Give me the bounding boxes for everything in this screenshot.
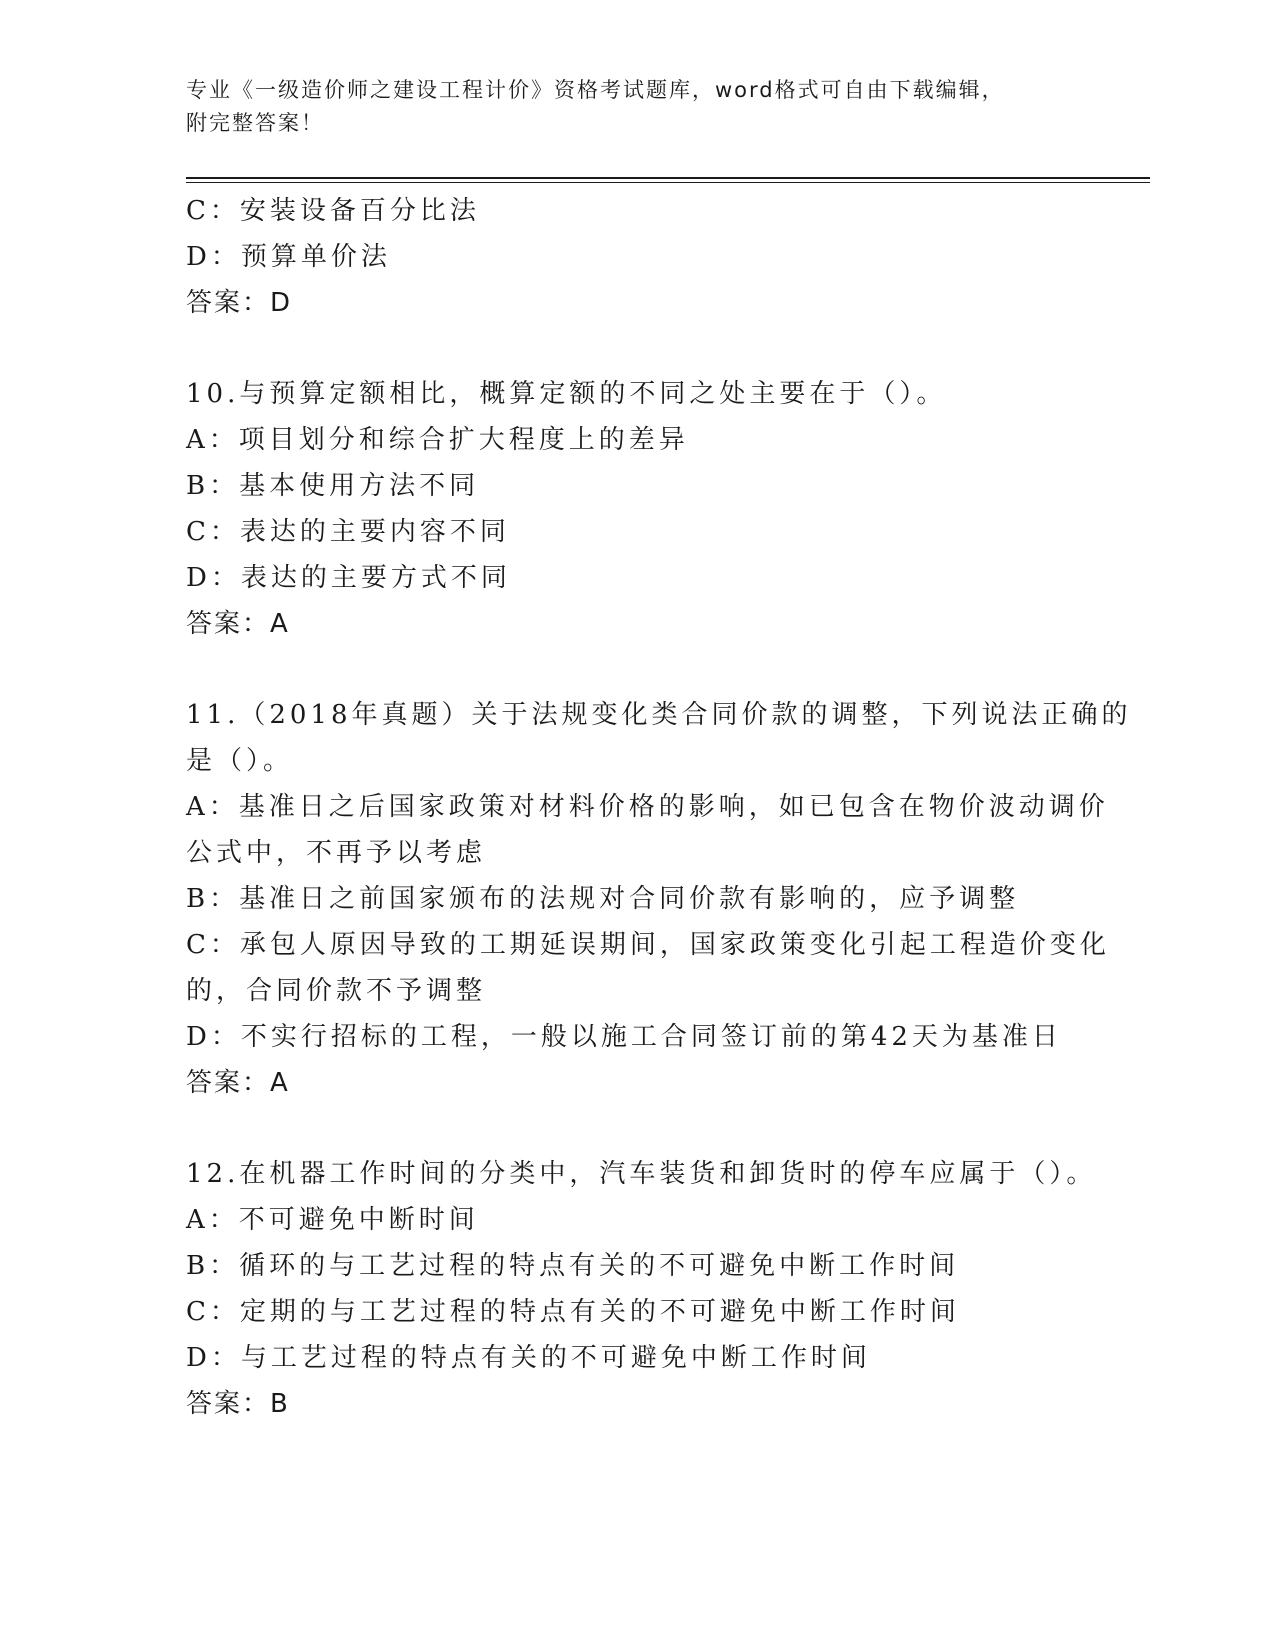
q10-answer: 答案：A bbox=[186, 609, 290, 639]
spacer bbox=[186, 326, 1086, 371]
q11-option-a-line-1: A：基准日之后国家政策对材料价格的影响，如已包含在物价波动调价 bbox=[186, 792, 1109, 822]
spacer bbox=[186, 1106, 1086, 1151]
header-divider-thin bbox=[186, 182, 1150, 183]
q12-option-a: A：不可避免中断时间 bbox=[186, 1205, 479, 1235]
q11-stem-line-2: 是（）。 bbox=[186, 746, 294, 776]
document-header bbox=[186, 74, 1086, 140]
header-line-2: 附完整答案！ bbox=[186, 111, 324, 135]
q12-stem: 12.在机器工作时间的分类中，汽车装货和卸货时的停车应属于（）。 bbox=[186, 1159, 1097, 1189]
q11-option-c-line-2: 的，合同价款不予调整 bbox=[186, 976, 487, 1006]
q10-option-b: B：基本使用方法不同 bbox=[186, 471, 480, 501]
question-11 bbox=[186, 692, 1132, 1106]
header-line-1: 专业《一级造价师之建设工程计价》资格考试题库，word格式可自由下载编辑， bbox=[186, 78, 1005, 102]
q10-option-d: D：表达的主要方式不同 bbox=[186, 563, 511, 593]
q10-stem: 10.与预算定额相比，概算定额的不同之处主要在于（）。 bbox=[186, 379, 947, 409]
question-10 bbox=[186, 371, 1086, 647]
q12-answer: 答案：B bbox=[186, 1389, 290, 1419]
question-list bbox=[186, 188, 1132, 1427]
q11-option-b: B：基准日之前国家颁布的法规对合同价款有影响的，应予调整 bbox=[186, 884, 1020, 914]
q9-answer: 答案：D bbox=[186, 288, 293, 318]
q12-option-d: D：与工艺过程的特点有关的不可避免中断工作时间 bbox=[186, 1343, 871, 1373]
q9-option-d: D：预算单价法 bbox=[186, 242, 391, 272]
q12-option-c: C：定期的与工艺过程的特点有关的不可避免中断工作时间 bbox=[186, 1297, 960, 1327]
q10-option-c: C：表达的主要内容不同 bbox=[186, 517, 510, 547]
q11-option-d: D：不实行招标的工程，一般以施工合同签订前的第42天为基准日 bbox=[186, 1022, 1062, 1052]
q11-option-c-line-1: C：承包人原因导致的工期延误期间，国家政策变化引起工程造价变化 bbox=[186, 930, 1110, 960]
q11-stem-line-1: 11.（2018年真题）关于法规变化类合同价款的调整，下列说法正确的 bbox=[186, 700, 1132, 730]
q12-option-b: B：循环的与工艺过程的特点有关的不可避免中断工作时间 bbox=[186, 1251, 960, 1281]
q10-option-a: A：项目划分和综合扩大程度上的差异 bbox=[186, 425, 689, 455]
spacer bbox=[186, 647, 1086, 692]
question-9-tail bbox=[186, 188, 1086, 326]
question-12 bbox=[186, 1151, 1097, 1427]
q11-answer: 答案：A bbox=[186, 1068, 290, 1098]
q9-option-c: C：安装设备百分比法 bbox=[186, 196, 480, 226]
q11-option-a-line-2: 公式中，不再予以考虑 bbox=[186, 838, 487, 868]
header-divider-thick bbox=[186, 177, 1150, 179]
